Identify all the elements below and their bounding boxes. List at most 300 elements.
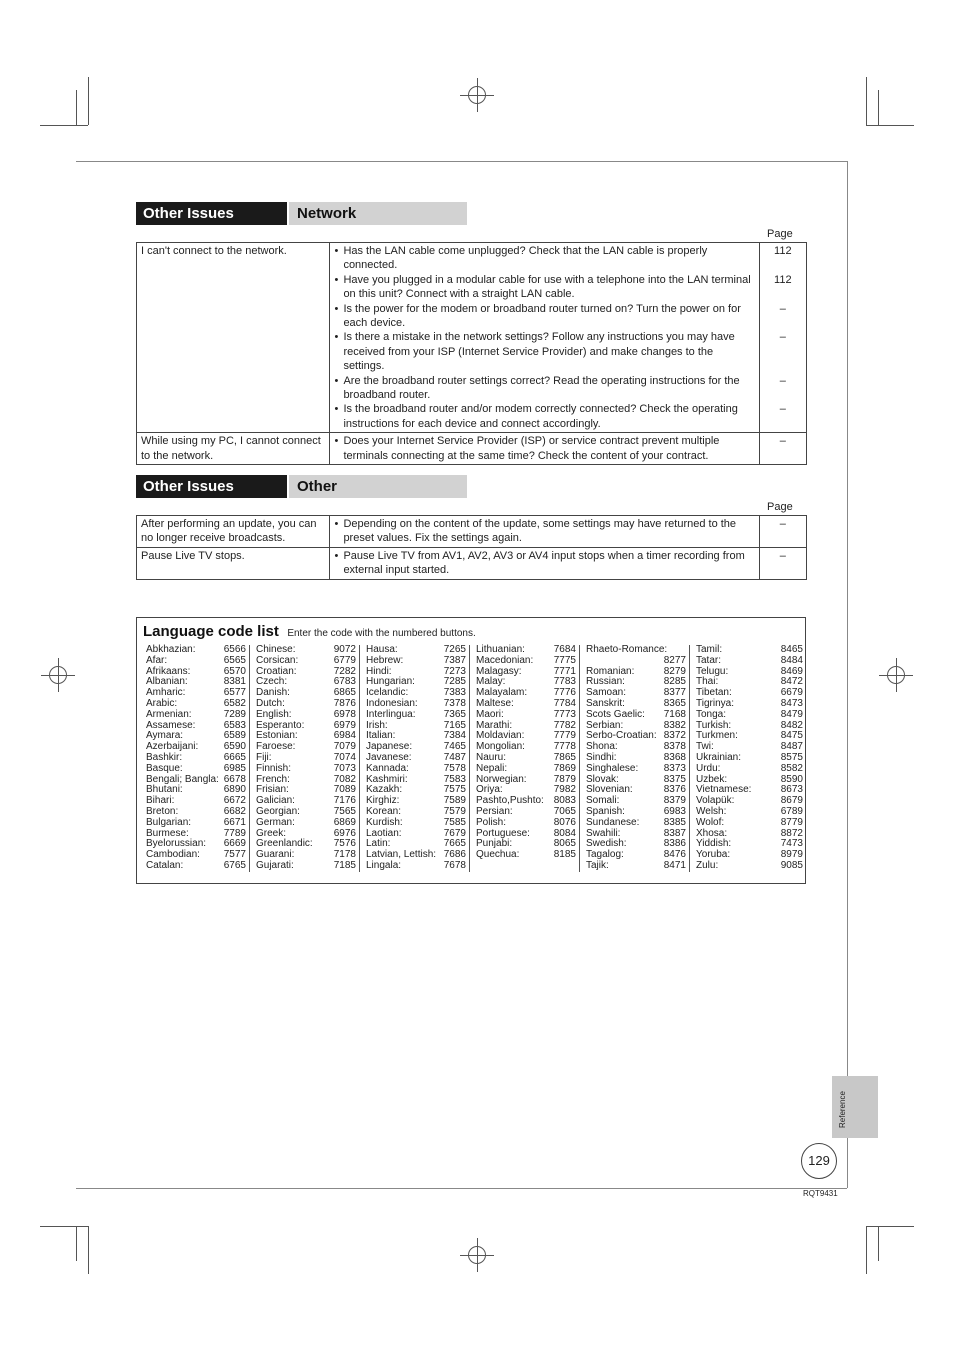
language-name: Latin:: [366, 838, 391, 850]
language-name: Swahili:: [586, 827, 621, 839]
language-name: English:: [256, 708, 292, 720]
language-name: Azerbaijani:: [146, 741, 199, 753]
language-code: 7079: [333, 741, 356, 753]
language-code: 8083: [553, 795, 576, 807]
language-name: Estonian:: [256, 730, 298, 742]
page-ref: –: [779, 302, 786, 315]
crop-mark: [76, 1226, 77, 1261]
list-item: [696, 818, 803, 829]
language-name: Welsh:: [696, 805, 727, 817]
language-code: 7178: [333, 849, 356, 861]
section-title: Other Issues: [136, 475, 287, 498]
solution-text: Does your Internet Service Provider (ISP) or service contract prevent multiple terminals connecting at the same time? Check the content of your contract.: [343, 435, 720, 462]
language-name: Tonga:: [696, 708, 727, 720]
language-column: [256, 645, 360, 872]
list-item: [256, 861, 356, 872]
language-name: Armenian:: [146, 708, 192, 720]
language-code: 6765: [223, 859, 246, 871]
language-code-title: Language code list: [143, 623, 279, 640]
solution-cell: [330, 433, 759, 465]
language-code: 7473: [780, 838, 803, 850]
table-row: [137, 243, 807, 433]
language-name: Arabic:: [146, 697, 178, 709]
language-code: 7778: [553, 741, 576, 753]
section-tab-label: Reference: [838, 1091, 847, 1128]
language-name: Assamese:: [146, 719, 196, 731]
language-name: Cambodian:: [146, 849, 200, 861]
language-code: 7585: [443, 816, 466, 828]
language-code: 7583: [443, 773, 466, 785]
language-code: 8590: [780, 773, 803, 785]
language-code: 7679: [443, 827, 466, 839]
language-code: 7575: [443, 784, 466, 796]
language-name: Hebrew:: [366, 654, 404, 666]
list-item: [146, 764, 246, 775]
solution-item: [334, 273, 754, 302]
language-name: Swedish:: [586, 838, 627, 850]
language-code: 6983: [663, 805, 686, 817]
language-code: 8465: [780, 644, 803, 655]
language-name: Serbo-Croatian:: [586, 730, 657, 742]
language-name: Telugu:: [696, 665, 729, 677]
page-bottom-rule: [76, 1188, 847, 1189]
language-code: 8382: [663, 719, 686, 731]
list-item: [366, 764, 466, 775]
language-code: 7176: [333, 795, 356, 807]
language-name: Frisian:: [256, 784, 289, 796]
language-name: Persian:: [476, 805, 513, 817]
language-name: Bengali; Bangla:: [146, 773, 219, 785]
problem-cell: While using my PC, I cannot connect to the network.: [137, 433, 330, 465]
crop-mark: [76, 90, 77, 125]
language-name: Esperanto:: [256, 719, 305, 731]
language-name: Twi:: [696, 741, 714, 753]
language-code: 8379: [663, 795, 686, 807]
language-name: Portuguese:: [476, 827, 530, 839]
solution-text: Have you plugged in a modular cable for use with a telephone into the LAN terminal on this unit? Connect with a straight LAN cable.: [343, 273, 751, 301]
language-code: 7289: [223, 708, 246, 720]
bullet-icon: •: [334, 435, 339, 448]
language-code: 6565: [223, 654, 246, 666]
page-ref: –: [779, 518, 786, 530]
language-name: Kazakh:: [366, 784, 403, 796]
language-name: Vietnamese:: [696, 784, 752, 796]
list-item: [256, 656, 356, 667]
language-code: 6672: [223, 795, 246, 807]
page-ref: –: [779, 403, 786, 416]
language-code: 6665: [223, 751, 246, 763]
language-name: Tagalog:: [586, 849, 624, 861]
language-code: 7073: [333, 762, 356, 774]
problem-cell: Pause Live TV stops.: [137, 547, 330, 579]
language-name: Latvian, Lettish:: [366, 849, 437, 861]
language-name: Tajik:: [586, 859, 609, 871]
language-code: 8385: [663, 816, 686, 828]
language-code: 6566: [223, 644, 246, 655]
language-name: Macedonian:: [476, 654, 534, 666]
table-row: [137, 433, 807, 465]
language-column: [366, 645, 470, 872]
language-name: Gujarati:: [256, 859, 294, 871]
language-name: Galician:: [256, 795, 295, 807]
language-name: Lithuanian:: [476, 644, 525, 655]
language-code: 6865: [333, 687, 356, 699]
language-code: 8476: [663, 849, 686, 861]
language-name: Dutch:: [256, 697, 285, 709]
list-item: [586, 764, 686, 775]
language-code: 6779: [333, 654, 356, 666]
crop-mark: [866, 125, 914, 126]
language-code: 7784: [553, 697, 576, 709]
language-name: Turkish:: [696, 719, 732, 731]
other-section-header: [136, 475, 467, 498]
language-name: Faroese:: [256, 741, 296, 753]
solution-text: Is there a mistake in the network settings? Follow any instructions you may have received from your ISP (Internet Service Provider) and make changes to the settings.: [343, 331, 735, 373]
page-ref-cell: [759, 547, 806, 579]
language-code: 7686: [443, 849, 466, 861]
list-item: [366, 710, 466, 721]
language-code: 6783: [333, 676, 356, 688]
language-code: 8365: [663, 697, 686, 709]
language-column: [146, 645, 250, 872]
language-code: 7165: [443, 719, 466, 731]
crop-mark: [878, 90, 879, 125]
language-name: Aymara:: [146, 730, 184, 742]
solution-item: [334, 302, 754, 331]
language-name: Wolof:: [696, 816, 725, 828]
language-code: 8479: [780, 708, 803, 720]
solution-text: Is the power for the modem or broadband router turned on? Turn the power on for each device.: [343, 302, 741, 330]
page-ref-cell: [759, 516, 806, 548]
language-code: 7089: [333, 784, 356, 796]
language-code-subtitle: Enter the code with the numbered buttons.: [287, 628, 476, 639]
language-code: 8375: [663, 773, 686, 785]
language-name: Nauru:: [476, 751, 507, 763]
page-number: 129: [801, 1143, 837, 1179]
language-name: Yoruba:: [696, 849, 731, 861]
list-item: [256, 710, 356, 721]
language-code: 7082: [333, 773, 356, 785]
language-code: 7776: [553, 687, 576, 699]
list-item: [146, 656, 246, 667]
language-code: 7282: [333, 665, 356, 677]
language-name: Greenlandic:: [256, 838, 313, 850]
bullet-icon: •: [334, 331, 339, 344]
language-name: Urdu:: [696, 762, 721, 774]
language-name: Amharic:: [146, 687, 186, 699]
table-row: [137, 516, 807, 548]
list-item: [696, 861, 803, 872]
language-name: Samoan:: [586, 687, 627, 699]
language-code: 6789: [780, 805, 803, 817]
list-item: [366, 818, 466, 829]
language-code: 8472: [780, 676, 803, 688]
language-column: [696, 645, 806, 872]
language-code: 9085: [780, 859, 803, 871]
language-name: Ukrainian:: [696, 751, 742, 763]
language-name: Norwegian:: [476, 773, 527, 785]
language-code: 8185: [553, 849, 576, 861]
language-code: 6669: [223, 838, 246, 850]
language-name: Yiddish:: [696, 838, 732, 850]
language-code: 7378: [443, 697, 466, 709]
list-item: [366, 656, 466, 667]
other-troubleshooting-table: [136, 515, 807, 580]
language-code: 6589: [223, 730, 246, 742]
language-name: Russian:: [586, 676, 625, 688]
language-name: Chinese:: [256, 644, 296, 655]
language-name: Singhalese:: [586, 762, 639, 774]
language-code: 7465: [443, 741, 466, 753]
language-code: 8285: [663, 676, 686, 688]
language-name: Finnish:: [256, 762, 292, 774]
language-code: 6590: [223, 741, 246, 753]
solution-item: [334, 517, 754, 546]
language-code: 7384: [443, 730, 466, 742]
language-name: Zulu:: [696, 859, 719, 871]
language-name: Thai:: [696, 676, 719, 688]
language-name: Catalan:: [146, 859, 184, 871]
page-right-rule: [847, 161, 848, 1188]
language-code: 7865: [553, 751, 576, 763]
language-column: [476, 645, 580, 872]
language-code: 6583: [223, 719, 246, 731]
language-name: Italian:: [366, 730, 396, 742]
language-name: Hindi:: [366, 665, 392, 677]
language-name: French:: [256, 773, 290, 785]
crop-mark: [866, 1226, 867, 1274]
language-code: 6577: [223, 687, 246, 699]
list-item: [256, 764, 356, 775]
language-name: Mongolian:: [476, 741, 525, 753]
language-name: Spanish:: [586, 805, 625, 817]
language-name: Oriya:: [476, 784, 503, 796]
language-code: 7565: [333, 805, 356, 817]
language-name: Shona:: [586, 741, 618, 753]
page-ref: 112: [774, 273, 792, 286]
solution-text: Pause Live TV from AV1, AV2, AV3 or AV4 input stops when a timer recording from external input started.: [343, 549, 745, 577]
language-name: Guarani:: [256, 849, 295, 861]
page-ref: –: [779, 374, 786, 387]
solution-text: Is the broadband router and/or modem correctly connected? Check the operating instructions for each device and connect accordingly.: [343, 403, 738, 430]
language-code: 8372: [663, 730, 686, 742]
page-ref: 112: [774, 245, 792, 257]
language-name: Romanian:: [586, 665, 635, 677]
solution-cell: [330, 243, 759, 433]
language-code: 8381: [223, 676, 246, 688]
bullet-icon: •: [334, 245, 339, 257]
list-item: [476, 710, 576, 721]
language-code: 8065: [553, 838, 576, 850]
network-troubleshooting-table: [136, 242, 807, 465]
problem-cell: I can't connect to the network.: [137, 243, 330, 433]
language-code: 6978: [333, 708, 356, 720]
language-name: Hausa:: [366, 644, 398, 655]
language-code: 7879: [553, 773, 576, 785]
language-name: Javanese:: [366, 751, 412, 763]
language-name: German:: [256, 816, 295, 828]
language-code: 6984: [333, 730, 356, 742]
language-code: 8779: [780, 816, 803, 828]
language-code: 8673: [780, 784, 803, 796]
language-name: Irish:: [366, 719, 388, 731]
language-name: Somali:: [586, 795, 620, 807]
language-code: 7869: [553, 762, 576, 774]
language-code: 7578: [443, 762, 466, 774]
language-code: 8376: [663, 784, 686, 796]
solution-text: Has the LAN cable come unplugged? Check that the LAN cable is properly connected.: [343, 245, 708, 272]
list-item: [586, 710, 686, 721]
crop-mark: [866, 77, 867, 125]
language-name: Japanese:: [366, 741, 413, 753]
page-top-rule: [76, 161, 847, 162]
language-code: 7789: [223, 827, 246, 839]
solution-text: Depending on the content of the update, some settings may have returned to the preset values. Fix the settings again.: [343, 518, 737, 545]
crop-mark: [866, 1226, 914, 1227]
solution-item: [334, 374, 754, 403]
language-name: Burmese:: [146, 827, 189, 839]
language-name: Indonesian:: [366, 697, 418, 709]
language-name: Fiji:: [256, 751, 272, 763]
language-name: Xhosa:: [696, 827, 728, 839]
language-name: Tibetan:: [696, 687, 732, 699]
language-name: Sanskrit:: [586, 697, 625, 709]
language-code: 8475: [780, 730, 803, 742]
language-code: 7273: [443, 665, 466, 677]
language-code: 7365: [443, 708, 466, 720]
language-name: Uzbek:: [696, 773, 728, 785]
section-subtitle: Other: [289, 475, 467, 498]
list-item: [146, 818, 246, 829]
language-name: Breton:: [146, 805, 179, 817]
language-name: Kirghiz:: [366, 795, 400, 807]
language-code: 6682: [223, 805, 246, 817]
list-item: [586, 818, 686, 829]
language-code: 8469: [780, 665, 803, 677]
reference-section-tab: [832, 1076, 878, 1138]
language-code: 6985: [223, 762, 246, 774]
language-name: Corsican:: [256, 654, 299, 666]
bullet-icon: •: [334, 302, 339, 315]
language-name: Korean:: [366, 805, 402, 817]
language-code: 7065: [553, 805, 576, 817]
language-name: Basque:: [146, 762, 183, 774]
language-code: 7579: [443, 805, 466, 817]
language-name: Kannada:: [366, 762, 409, 774]
language-code: 8386: [663, 838, 686, 850]
list-item: [476, 861, 576, 872]
language-code: 7779: [553, 730, 576, 742]
language-code: 6890: [223, 784, 246, 796]
language-code: 8484: [780, 654, 803, 666]
page-ref: –: [779, 331, 786, 344]
language-name: Tamil:: [696, 644, 723, 655]
language-code: 7577: [223, 849, 246, 861]
page-ref: –: [779, 549, 786, 562]
list-item: [586, 656, 686, 667]
language-name: Hungarian:: [366, 676, 415, 688]
language-code: 6671: [223, 816, 246, 828]
language-code: 7285: [443, 676, 466, 688]
language-name: Scots Gaelic:: [586, 708, 645, 720]
list-item: [366, 861, 466, 872]
language-name: Slovenian:: [586, 784, 633, 796]
list-item: [696, 656, 803, 667]
table-row: [137, 547, 807, 579]
registration-mark-icon: [460, 1238, 494, 1272]
solution-cell: [330, 547, 759, 579]
language-code: 8473: [780, 697, 803, 709]
language-code: 7383: [443, 687, 466, 699]
crop-mark: [40, 125, 88, 126]
language-code: 8368: [663, 751, 686, 763]
language-code: 7589: [443, 795, 466, 807]
language-name: Kurdish:: [366, 816, 403, 828]
list-item: [146, 861, 246, 872]
language-name: Nepali:: [476, 762, 508, 774]
language-code: 8582: [780, 762, 803, 774]
language-name: Rhaeto-Romance:: [586, 644, 668, 655]
language-name: Croatian:: [256, 665, 297, 677]
language-name: Interlingua:: [366, 708, 416, 720]
list-item: [476, 764, 576, 775]
language-code: 8084: [553, 827, 576, 839]
language-code: 8277: [663, 654, 686, 666]
solution-cell: [330, 516, 759, 548]
list-item: [586, 861, 686, 872]
language-code: 8076: [553, 816, 576, 828]
language-code: 8679: [780, 795, 803, 807]
solution-item: [334, 244, 754, 273]
language-name: Sundanese:: [586, 816, 640, 828]
language-code: 9072: [333, 644, 356, 655]
language-name: Punjabi:: [476, 838, 513, 850]
page-ref-cell: [759, 243, 806, 433]
list-item: [256, 818, 356, 829]
crop-mark: [40, 1226, 88, 1227]
language-code: 6979: [333, 719, 356, 731]
language-code: 6678: [223, 773, 246, 785]
language-name: Malay:: [476, 676, 506, 688]
language-code: 8387: [663, 827, 686, 839]
language-name: Sindhi:: [586, 751, 617, 763]
language-code-header: [143, 623, 476, 641]
list-item: [696, 710, 803, 721]
language-name: Marathi:: [476, 719, 513, 731]
language-name: Georgian:: [256, 805, 300, 817]
registration-mark-icon: [460, 78, 494, 112]
list-item: [146, 710, 246, 721]
bullet-icon: •: [334, 549, 339, 562]
language-name: Icelandic:: [366, 687, 409, 699]
bullet-icon: •: [334, 518, 339, 530]
language-name: Maltese:: [476, 697, 514, 709]
language-name: Pashto,Pushto:: [476, 795, 544, 807]
language-name: Slovak:: [586, 773, 619, 785]
language-code: 8378: [663, 741, 686, 753]
language-code: 7678: [443, 859, 466, 871]
language-code: 8979: [780, 849, 803, 861]
language-code: 6570: [223, 665, 246, 677]
language-code: 8471: [663, 859, 686, 871]
language-code: 7982: [553, 784, 576, 796]
language-code: 8279: [663, 665, 686, 677]
language-column: [586, 645, 690, 872]
language-name: Byelorussian:: [146, 838, 207, 850]
language-name: Moldavian:: [476, 730, 525, 742]
bullet-icon: •: [334, 403, 339, 416]
language-code: 7665: [443, 838, 466, 850]
